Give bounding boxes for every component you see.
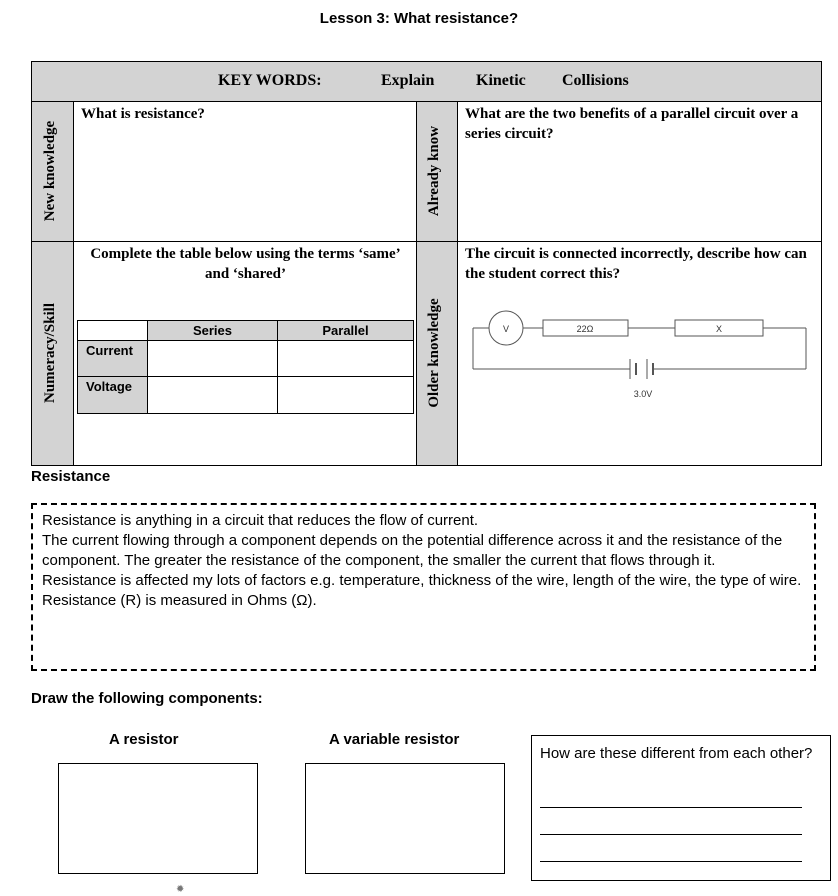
sparkle-icon: ✹ bbox=[176, 884, 185, 895]
resistance-line-2: The current flowing through a component depends on the potential difference across it and the resistance of the component. The greater the resistance of the component, the smaller the current that flows through it. bbox=[42, 532, 783, 569]
table-cell-voltage-parallel[interactable] bbox=[278, 377, 414, 414]
grid-right bbox=[821, 61, 822, 466]
page-title: Lesson 3: What resistance? bbox=[319, 10, 519, 27]
grid-left bbox=[31, 61, 32, 466]
circuit-diagram bbox=[460, 305, 818, 405]
grid-top bbox=[31, 61, 822, 62]
resistance-info-text bbox=[42, 511, 802, 611]
table-cell-voltage-series[interactable] bbox=[148, 377, 278, 414]
resistor-value-label: 22Ω bbox=[576, 324, 594, 334]
table-header-parallel: Parallel bbox=[278, 321, 414, 341]
battery-voltage-label: 3.0V bbox=[633, 389, 653, 399]
resistor-label: A resistor bbox=[109, 731, 179, 748]
key-word-explain: Explain bbox=[381, 72, 435, 89]
series-parallel-table bbox=[77, 320, 414, 414]
grid-mid-left bbox=[416, 101, 417, 466]
key-word-kinetic: Kinetic bbox=[476, 72, 526, 89]
grid-left-inner bbox=[73, 101, 74, 466]
grid-bottom bbox=[31, 465, 822, 466]
answer-line-3[interactable] bbox=[540, 861, 802, 862]
question-circuit-correct: The circuit is connected incorrectly, describe how can the student correct this? bbox=[465, 246, 807, 282]
answer-line-2[interactable] bbox=[540, 834, 802, 835]
table-header-series: Series bbox=[148, 321, 278, 341]
key-word-collisions: Collisions bbox=[562, 72, 629, 89]
label-numeracy-skill: Numeracy/Skill bbox=[42, 303, 58, 403]
resistance-line-3: Resistance is affected my lots of factors e.g. temperature, thickness of the wire, length of the wire, the type of wire. bbox=[42, 572, 802, 589]
label-older-knowledge: Older knowledge bbox=[426, 298, 442, 408]
variable-resistor-label: A variable resistor bbox=[329, 731, 460, 748]
table-row-voltage: Voltage bbox=[78, 377, 148, 414]
resistor-drawing-box[interactable] bbox=[58, 763, 258, 874]
question-what-is-resistance: What is resistance? bbox=[81, 106, 205, 122]
key-words-label: KEY WORDS: bbox=[218, 72, 322, 89]
question-parallel-benefits: What are the two benefits of a parallel circuit over a series circuit? bbox=[465, 106, 799, 142]
table-cell-current-series[interactable] bbox=[148, 341, 278, 377]
grid-middle bbox=[31, 241, 822, 242]
label-new-knowledge: New knowledge bbox=[42, 120, 58, 222]
grid-mid-right bbox=[457, 101, 458, 466]
table-corner bbox=[78, 321, 148, 341]
voltmeter-label: V bbox=[502, 324, 510, 334]
label-already-know: Already know bbox=[426, 125, 442, 217]
answer-line-1[interactable] bbox=[540, 807, 802, 808]
resistance-line-4: Resistance (R) is measured in Ohms (Ω). bbox=[42, 592, 317, 609]
resistance-line-1: Resistance is anything in a circuit that reduces the flow of current. bbox=[42, 512, 479, 529]
resistance-heading: Resistance bbox=[31, 468, 111, 485]
variable-resistor-drawing-box[interactable] bbox=[305, 763, 505, 874]
difference-question: How are these different from each other? bbox=[540, 745, 813, 762]
table-row-current: Current bbox=[78, 341, 148, 377]
table-cell-current-parallel[interactable] bbox=[278, 341, 414, 377]
question-complete-table: Complete the table below using the terms ‘same’ and ‘shared’ bbox=[90, 246, 401, 282]
unknown-component-label: X bbox=[715, 324, 723, 334]
draw-heading: Draw the following components: bbox=[31, 690, 263, 707]
